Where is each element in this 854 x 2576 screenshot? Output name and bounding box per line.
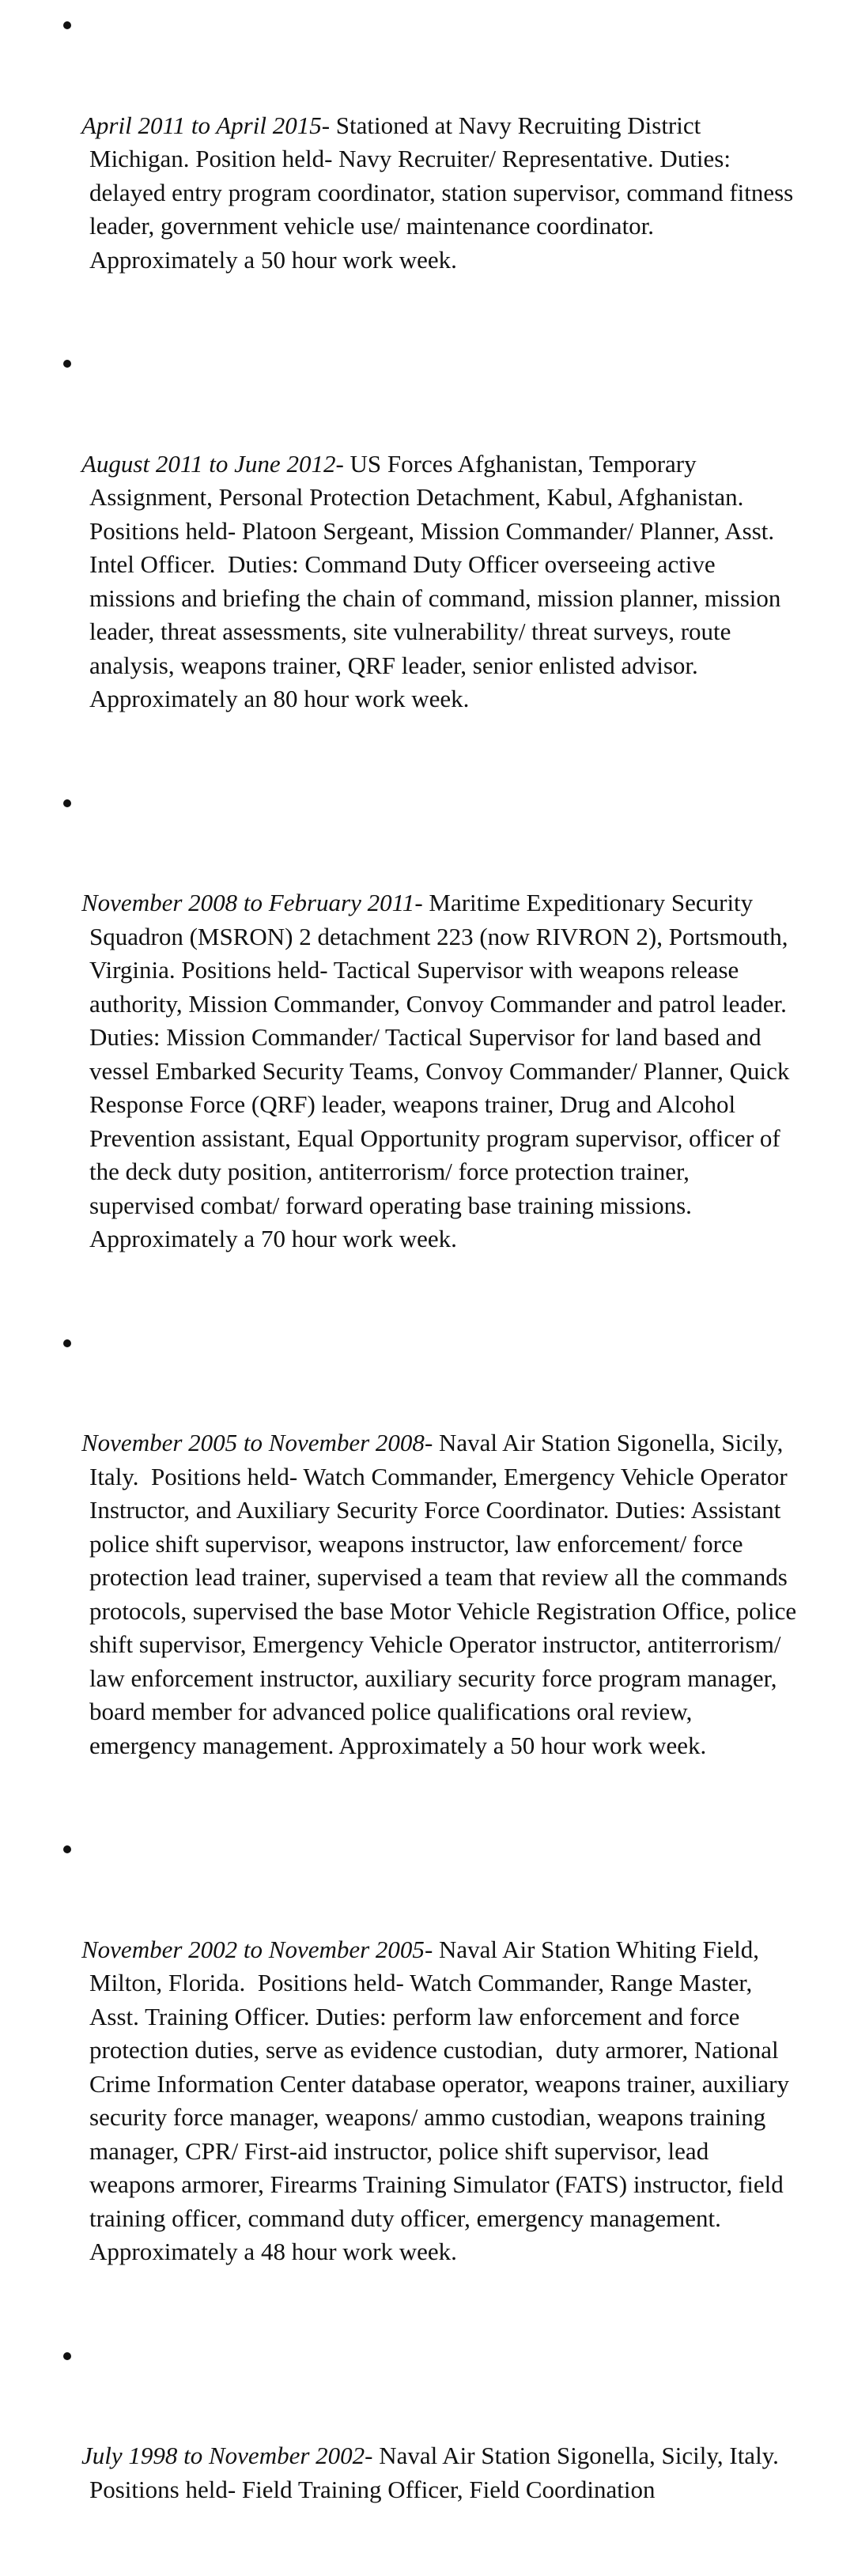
entry-dates: August 2011 to June 2012 [81,449,336,478]
bullet-icon [63,8,71,42]
entry-text [81,1426,803,1762]
bullet-icon [63,346,71,380]
bullet-icon [63,786,71,820]
bullet-icon [63,2339,71,2373]
entry-dates: November 2008 to February 2011 [81,889,415,916]
entry-text [81,1933,799,2269]
entry-text [81,886,799,1256]
entry-text [81,109,800,278]
entry-description: - Naval Air Station Sigonella, Sicily, Italy. Positions held- Field Training Officer, Field Coordination [89,2442,792,2503]
entry-dates: November 2005 to November 2008 [81,1429,425,1456]
bullet-icon [63,1326,71,1360]
entry-dates: July 1998 to November 2002 [81,2442,365,2469]
work-history-list [0,8,854,2576]
list-item [0,346,854,784]
entry-description: - Stationed at Navy Recruiting District Michigan. Position held- Navy Recruiter/ Representative. Duties: delayed entry program coordinator, station supervisor, command fitness leader, government vehicle use/ maintenance coordinator. Approximately a 50 hour work week. [89,111,800,274]
list-item [0,786,854,1324]
entry-description: - Naval Air Station Whiting Field, Milton, Florida. Positions held- Watch Commander, Range Master, Asst. Training Officer. Duties: perform law enforcement and force protection duties, serve as evidence custodian, duty armorer, National Crime Information Center database operator, weapons trainer, auxiliary security force manager, weapons/ ammo custodian, weapons training manager, CPR/ First-aid instructor, police shift supervisor, lead weapons armorer, Firearms Training Simulator (FATS) instructor, field training officer, command duty officer, emergency management. Approximately a 48 hour work week. [89,1935,795,2265]
list-item [0,1832,854,2336]
entry-description: - Maritime Expeditionary Security Squadron (MSRON) 2 detachment 223 (now RIVRON 2), Portsmouth, Virginia. Positions held- Tactical Supervisor with weapons release authority, Mission Commander, Convoy Commander and patrol leader. Duties: Mission Commander/ Tactical Supervisor for land based and vessel Embarked Security Teams, Convoy Commander/ Planner, Quick Response Force (QRF) leader, weapons trainer, Drug and Alcohol Prevention assistant, Equal Opportunity program supervisor, officer of the deck duty position, antiterrorism/ force protection trainer, supervised combat/ forward operating base training missions. Approximately a 70 hour work week. [89,889,796,1252]
entry-dates: November 2002 to November 2005 [81,1935,425,1963]
list-item [0,1326,854,1830]
entry-description: - Naval Air Station Sigonella, Sicily, Italy. Positions held- Watch Commander, Emergency Vehicle Operator Instructor, and Auxiliary Security Force Coordinator. Duties: Assistant police shift supervisor, weapons instructor, law enforcement/ force protection lead trainer, supervised a team that review all the commands protocols, supervised the base Motor Vehicle Registration Office, police shift supervisor, Emergency Vehicle Operator instructor, antiterrorism/ law enforcement instructor, auxiliary security force program manager, board member for advanced police qualifications oral review, emergency management. Approximately a 50 hour work week. [89,1429,803,1759]
entry-text [81,2439,799,2506]
bullet-icon [63,1832,71,1866]
entry-dates: April 2011 to April 2015 [81,111,322,139]
list-item [0,8,854,344]
list-item [0,2339,854,2574]
entry-description: - US Forces Afghanistan, Temporary Assignment, Personal Protection Detachment, Kabul, Afghanistan. Positions held- Platoon Sergeant, Mission Commander/ Planner, Asst. Intel Officer. Duties: Command Duty Officer overseeing active missions and briefing the chain of command, mission planner, mission leader, threat assessments, site vulnerability/ threat surveys, route analysis, weapons trainer, QRF leader, senior enlisted advisor. Approximately an 80 hour work week. [89,449,788,712]
entry-text [81,448,799,716]
